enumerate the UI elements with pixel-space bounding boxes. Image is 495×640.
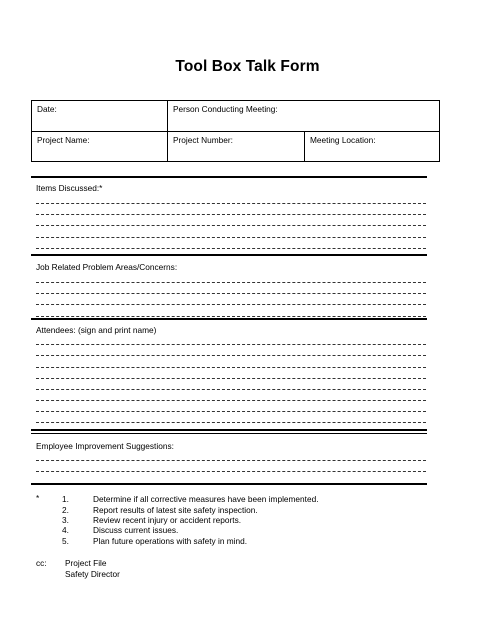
footnote-marker: * [36,493,40,503]
problem-areas-line[interactable] [36,282,426,283]
instruction-number: 2. [62,505,69,515]
improvement-line[interactable] [36,460,426,461]
instruction-number: 5. [62,536,69,546]
cc-item: Project File [65,558,107,568]
person-conducting-field[interactable]: Person Conducting Meeting: [168,101,440,132]
improvement-label: Employee Improvement Suggestions: [36,441,174,451]
form-title: Tool Box Talk Form [175,58,320,75]
items-discussed-label: Items Discussed:* [36,183,103,193]
items-discussed-line[interactable] [36,248,426,249]
attendees-line[interactable] [36,355,426,356]
section-divider [31,318,427,320]
section-divider [31,176,427,178]
date-field[interactable]: Date: [32,101,168,132]
improvement-line[interactable] [36,471,426,472]
instruction-number: 4. [62,525,69,535]
section-divider [31,483,427,485]
items-discussed-line[interactable] [36,225,426,226]
items-discussed-line[interactable] [36,237,426,238]
attendees-line[interactable] [36,389,426,390]
problem-areas-label: Job Related Problem Areas/Concerns: [36,262,178,272]
project-name-field[interactable]: Project Name: [32,131,168,162]
section-divider [31,254,427,256]
attendees-line[interactable] [36,400,426,401]
attendees-line[interactable] [36,367,426,368]
project-number-field[interactable]: Project Number: [168,131,305,162]
instruction-number: 3. [62,515,69,525]
cc-item: Safety Director [65,569,120,579]
attendees-line[interactable] [36,378,426,379]
items-discussed-line[interactable] [36,214,426,215]
attendees-label: Attendees: (sign and print name) [36,325,157,335]
instruction-text: Plan future operations with safety in mind. [93,536,248,546]
instruction-text: Report results of latest site safety inspection. [93,505,258,515]
section-divider [31,433,427,434]
problem-areas-line[interactable] [36,304,426,305]
meeting-location-field[interactable]: Meeting Location: [305,131,440,162]
cc-label: cc: [36,558,47,568]
instruction-text: Determine if all corrective measures have been implemented. [93,494,319,504]
section-divider [31,429,427,431]
problem-areas-line[interactable] [36,293,426,294]
instruction-text: Discuss current issues. [93,525,179,535]
problem-areas-line[interactable] [36,316,426,317]
attendees-line[interactable] [36,411,426,412]
attendees-line[interactable] [36,422,426,423]
info-table [31,100,440,162]
items-discussed-line[interactable] [36,203,426,204]
attendees-line[interactable] [36,344,426,345]
instruction-text: Review recent injury or accident reports. [93,515,242,525]
instruction-number: 1. [62,494,69,504]
